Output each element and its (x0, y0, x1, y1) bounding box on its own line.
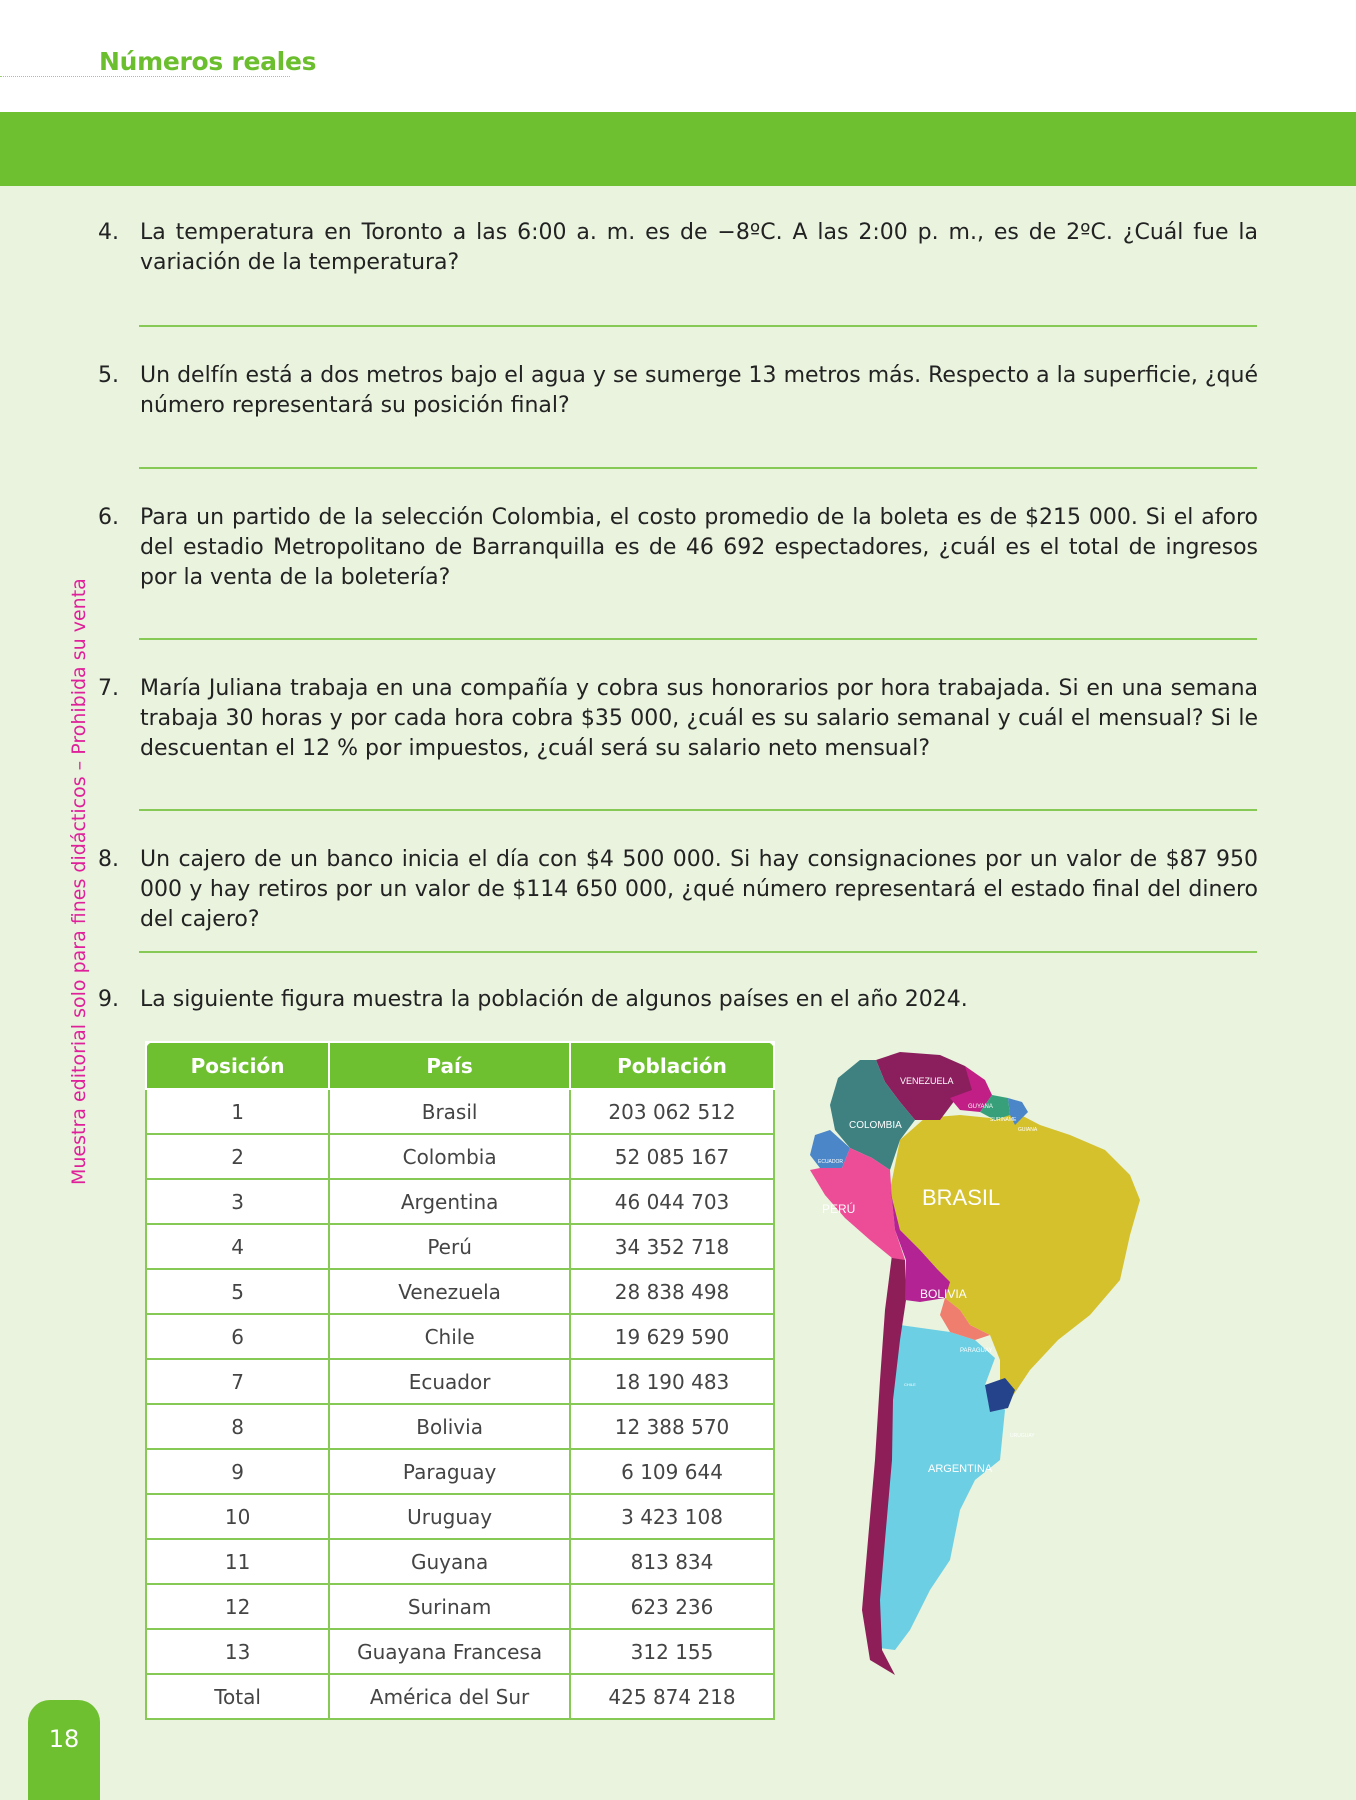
map-label-chile: CHILE (904, 1382, 916, 1387)
table-cell: 813 834 (570, 1539, 774, 1584)
table-cell: 12 388 570 (570, 1404, 774, 1449)
column-header: País (329, 1042, 570, 1089)
table-cell: 18 190 483 (570, 1359, 774, 1404)
population-table (145, 1041, 775, 1720)
answer-line[interactable] (139, 951, 1257, 953)
table-row (146, 1134, 774, 1179)
table-cell: 52 085 167 (570, 1134, 774, 1179)
table-cell: 7 (146, 1359, 329, 1404)
question-number: 8. (98, 847, 119, 872)
table-cell: Venezuela (329, 1269, 570, 1314)
map-label-guiana: GUIANA (1018, 1127, 1038, 1133)
question-text: Un delfín está a dos metros bajo el agua y se sumerge 13 metros más. Respecto a la superficie, ¿qué número representará su posición final? (140, 363, 1258, 418)
table-cell: Total (146, 1674, 329, 1719)
table-cell: 5 (146, 1269, 329, 1314)
map-label-paraguay: PARAGUAY (960, 1348, 993, 1354)
answer-line[interactable] (139, 325, 1257, 327)
table-cell: América del Sur (329, 1674, 570, 1719)
table-cell: 3 423 108 (570, 1494, 774, 1539)
section-title: Números reales (99, 47, 317, 76)
table-cell: 4 (146, 1224, 329, 1269)
table-row (146, 1179, 774, 1224)
map-label-argentina: ARGENTINA (928, 1463, 993, 1475)
table-cell: 6 (146, 1314, 329, 1359)
table-cell: 6 109 644 (570, 1449, 774, 1494)
table-row (146, 1269, 774, 1314)
table-cell: Guyana (329, 1539, 570, 1584)
table-row (146, 1314, 774, 1359)
page-number: 18 (48, 1725, 80, 1753)
map-label-guyana: GUYANA (968, 1104, 993, 1110)
header-band (0, 112, 1356, 186)
table-cell: 203 062 512 (570, 1089, 774, 1134)
question-number: 5. (98, 363, 119, 388)
question-text: La temperatura en Toronto a las 6:00 a. m. es de −8ºC. A las 2:00 p. m., es de 2ºC. ¿Cuál fue la variación de la temperatura? (140, 220, 1258, 275)
table-cell: 425 874 218 (570, 1674, 774, 1719)
table-row (146, 1404, 774, 1449)
answer-line[interactable] (139, 638, 1257, 640)
map-label-colombia: COLOMBIA (849, 1120, 902, 1131)
table-cell: 1 (146, 1089, 329, 1134)
table-row (146, 1494, 774, 1539)
table-cell: Chile (329, 1314, 570, 1359)
question-number: 9. (98, 987, 119, 1012)
question-number: 4. (98, 220, 119, 245)
table-cell: Bolivia (329, 1404, 570, 1449)
question-text: La siguiente figura muestra la población de algunos países en el año 2024. (140, 987, 968, 1012)
table-cell: 312 155 (570, 1629, 774, 1674)
map-label-brasil: BRASIL (922, 1185, 1001, 1210)
map-label-bolivia: BOLIVIA (920, 1287, 967, 1301)
question-text: Un cajero de un banco inicia el día con $4 500 000. Si hay consignaciones por un valor de $87 950 000 y hay retiros por un valor de $114 650 000, ¿qué número representará el estado final del dinero del cajero? (140, 847, 1258, 932)
table-row (146, 1359, 774, 1404)
table-total-row (146, 1674, 774, 1719)
table-cell: Guayana Francesa (329, 1629, 570, 1674)
table-cell: 3 (146, 1179, 329, 1224)
table-cell: 9 (146, 1449, 329, 1494)
table-cell: Paraguay (329, 1449, 570, 1494)
table-row (146, 1629, 774, 1674)
question-number: 7. (98, 676, 119, 701)
table-cell: Argentina (329, 1179, 570, 1224)
table-row (146, 1584, 774, 1629)
table-cell: Colombia (329, 1134, 570, 1179)
table-cell: 623 236 (570, 1584, 774, 1629)
column-header: Posición (146, 1042, 329, 1089)
table-header-row (146, 1042, 774, 1089)
table-cell: 13 (146, 1629, 329, 1674)
map-label-peru: PERÚ (822, 1202, 856, 1216)
table-cell: 10 (146, 1494, 329, 1539)
answer-line[interactable] (139, 467, 1257, 469)
question-number: 6. (98, 505, 119, 530)
map-label-ecuador: ECUADOR (818, 1159, 844, 1165)
question-text: Para un partido de la selección Colombia, el costo promedio de la boleta es de $215 000. Si el aforo del estadio Metropolitano de Barranquilla es de 46 692 espectadores, ¿cuál es el total de ingresos por la venta de la boletería? (140, 505, 1258, 590)
table-cell: 11 (146, 1539, 329, 1584)
table-row (146, 1449, 774, 1494)
column-header: Población (570, 1042, 774, 1089)
table-row (146, 1224, 774, 1269)
table-cell: 19 629 590 (570, 1314, 774, 1359)
table-row (146, 1089, 774, 1134)
table-cell: 46 044 703 (570, 1179, 774, 1224)
title-divider (0, 76, 290, 77)
table-cell: 2 (146, 1134, 329, 1179)
table-cell: Ecuador (329, 1359, 570, 1404)
table-cell: Perú (329, 1224, 570, 1269)
table-cell: Brasil (329, 1089, 570, 1134)
table-cell: Surinam (329, 1584, 570, 1629)
table-cell: 34 352 718 (570, 1224, 774, 1269)
south-america-map (800, 1040, 1200, 1680)
table-row (146, 1539, 774, 1584)
table-cell: Uruguay (329, 1494, 570, 1539)
map-label-suriname: SURINAME (990, 1117, 1017, 1123)
question-text: María Juliana trabaja en una compañía y cobra sus honorarios por hora trabajada. Si en una semana trabaja 30 horas y por cada hora cobra $35 000, ¿cuál es su salario semanal y cuál el mensual? Si le descuentan el 12 % por impuestos, ¿cuál será su salario neto mensual? (140, 676, 1258, 761)
table-cell: 12 (146, 1584, 329, 1629)
table-cell: 28 838 498 (570, 1269, 774, 1314)
side-note: Muestra editorial solo para fines didácticos – Prohibida su venta (68, 578, 90, 1185)
table-cell: 8 (146, 1404, 329, 1449)
map-label-uruguay: URUGUAY (1010, 1433, 1035, 1439)
answer-line[interactable] (139, 809, 1257, 811)
map-label-venezuela: VENEZUELA (900, 1076, 954, 1086)
